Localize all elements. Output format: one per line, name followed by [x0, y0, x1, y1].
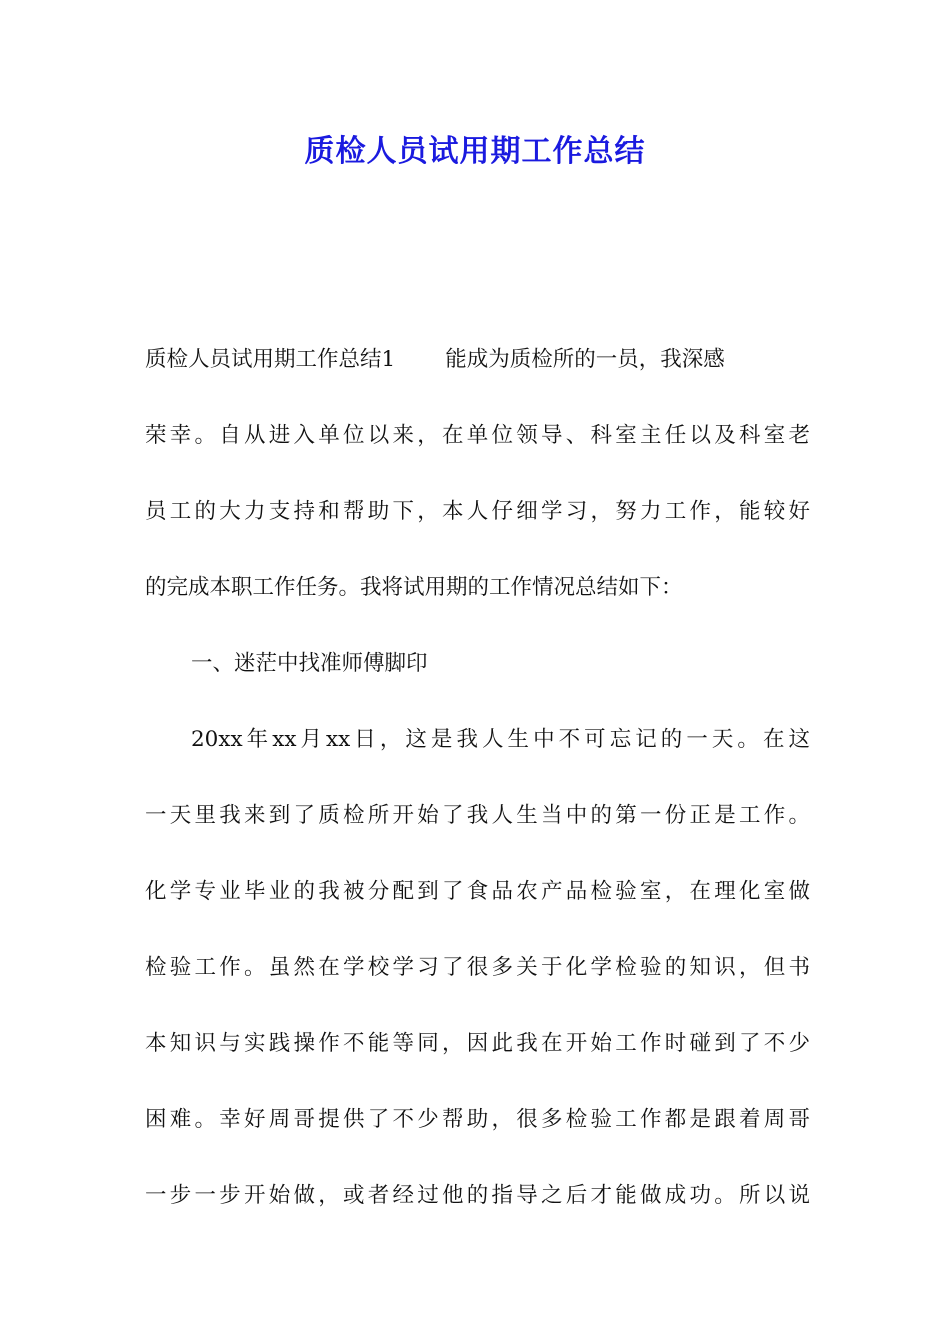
subheading-1: 一、迷茫中找准师傅脚印 — [191, 651, 428, 676]
body-line-4: 的完成本职工作任务。我将试用期的工作情况总结如下： — [145, 575, 683, 600]
body-line-1-text: 能成为质检所的一员，我深感 — [445, 347, 725, 372]
document-title: 质检人员试用期工作总结 — [304, 134, 646, 169]
body-line-11: 困难。幸好周哥提供了不少帮助，很多检验工作都是跟着周哥 — [145, 1107, 810, 1132]
body-line-12: 一步一步开始做，或者经过他的指导之后才能做成功。所以说 — [145, 1183, 810, 1208]
body-line-1 — [145, 345, 810, 375]
body-line-10: 本知识与实践操作不能等同，因此我在开始工作时碰到了不少 — [145, 1031, 810, 1056]
body-line-9: 检验工作。虽然在学校学习了很多关于化学检验的知识，但书 — [145, 955, 810, 980]
body-line-3: 员工的大力支持和帮助下，本人仔细学习，努力工作，能较好 — [145, 499, 810, 524]
body-line-8: 化学专业毕业的我被分配到了食品农产品检验室，在理化室做 — [145, 879, 810, 904]
body-line-2: 荣幸。自从进入单位以来，在单位领导、科室主任以及科室老 — [145, 423, 810, 448]
section-heading: 质检人员试用期工作总结1 — [145, 347, 396, 372]
body-line-6: 20xx年xx月xx日，这是我人生中不可忘记的一天。在这 — [191, 727, 810, 752]
body-line-7: 一天里我来到了质检所开始了我人生当中的第一份正是工作。 — [145, 803, 810, 828]
